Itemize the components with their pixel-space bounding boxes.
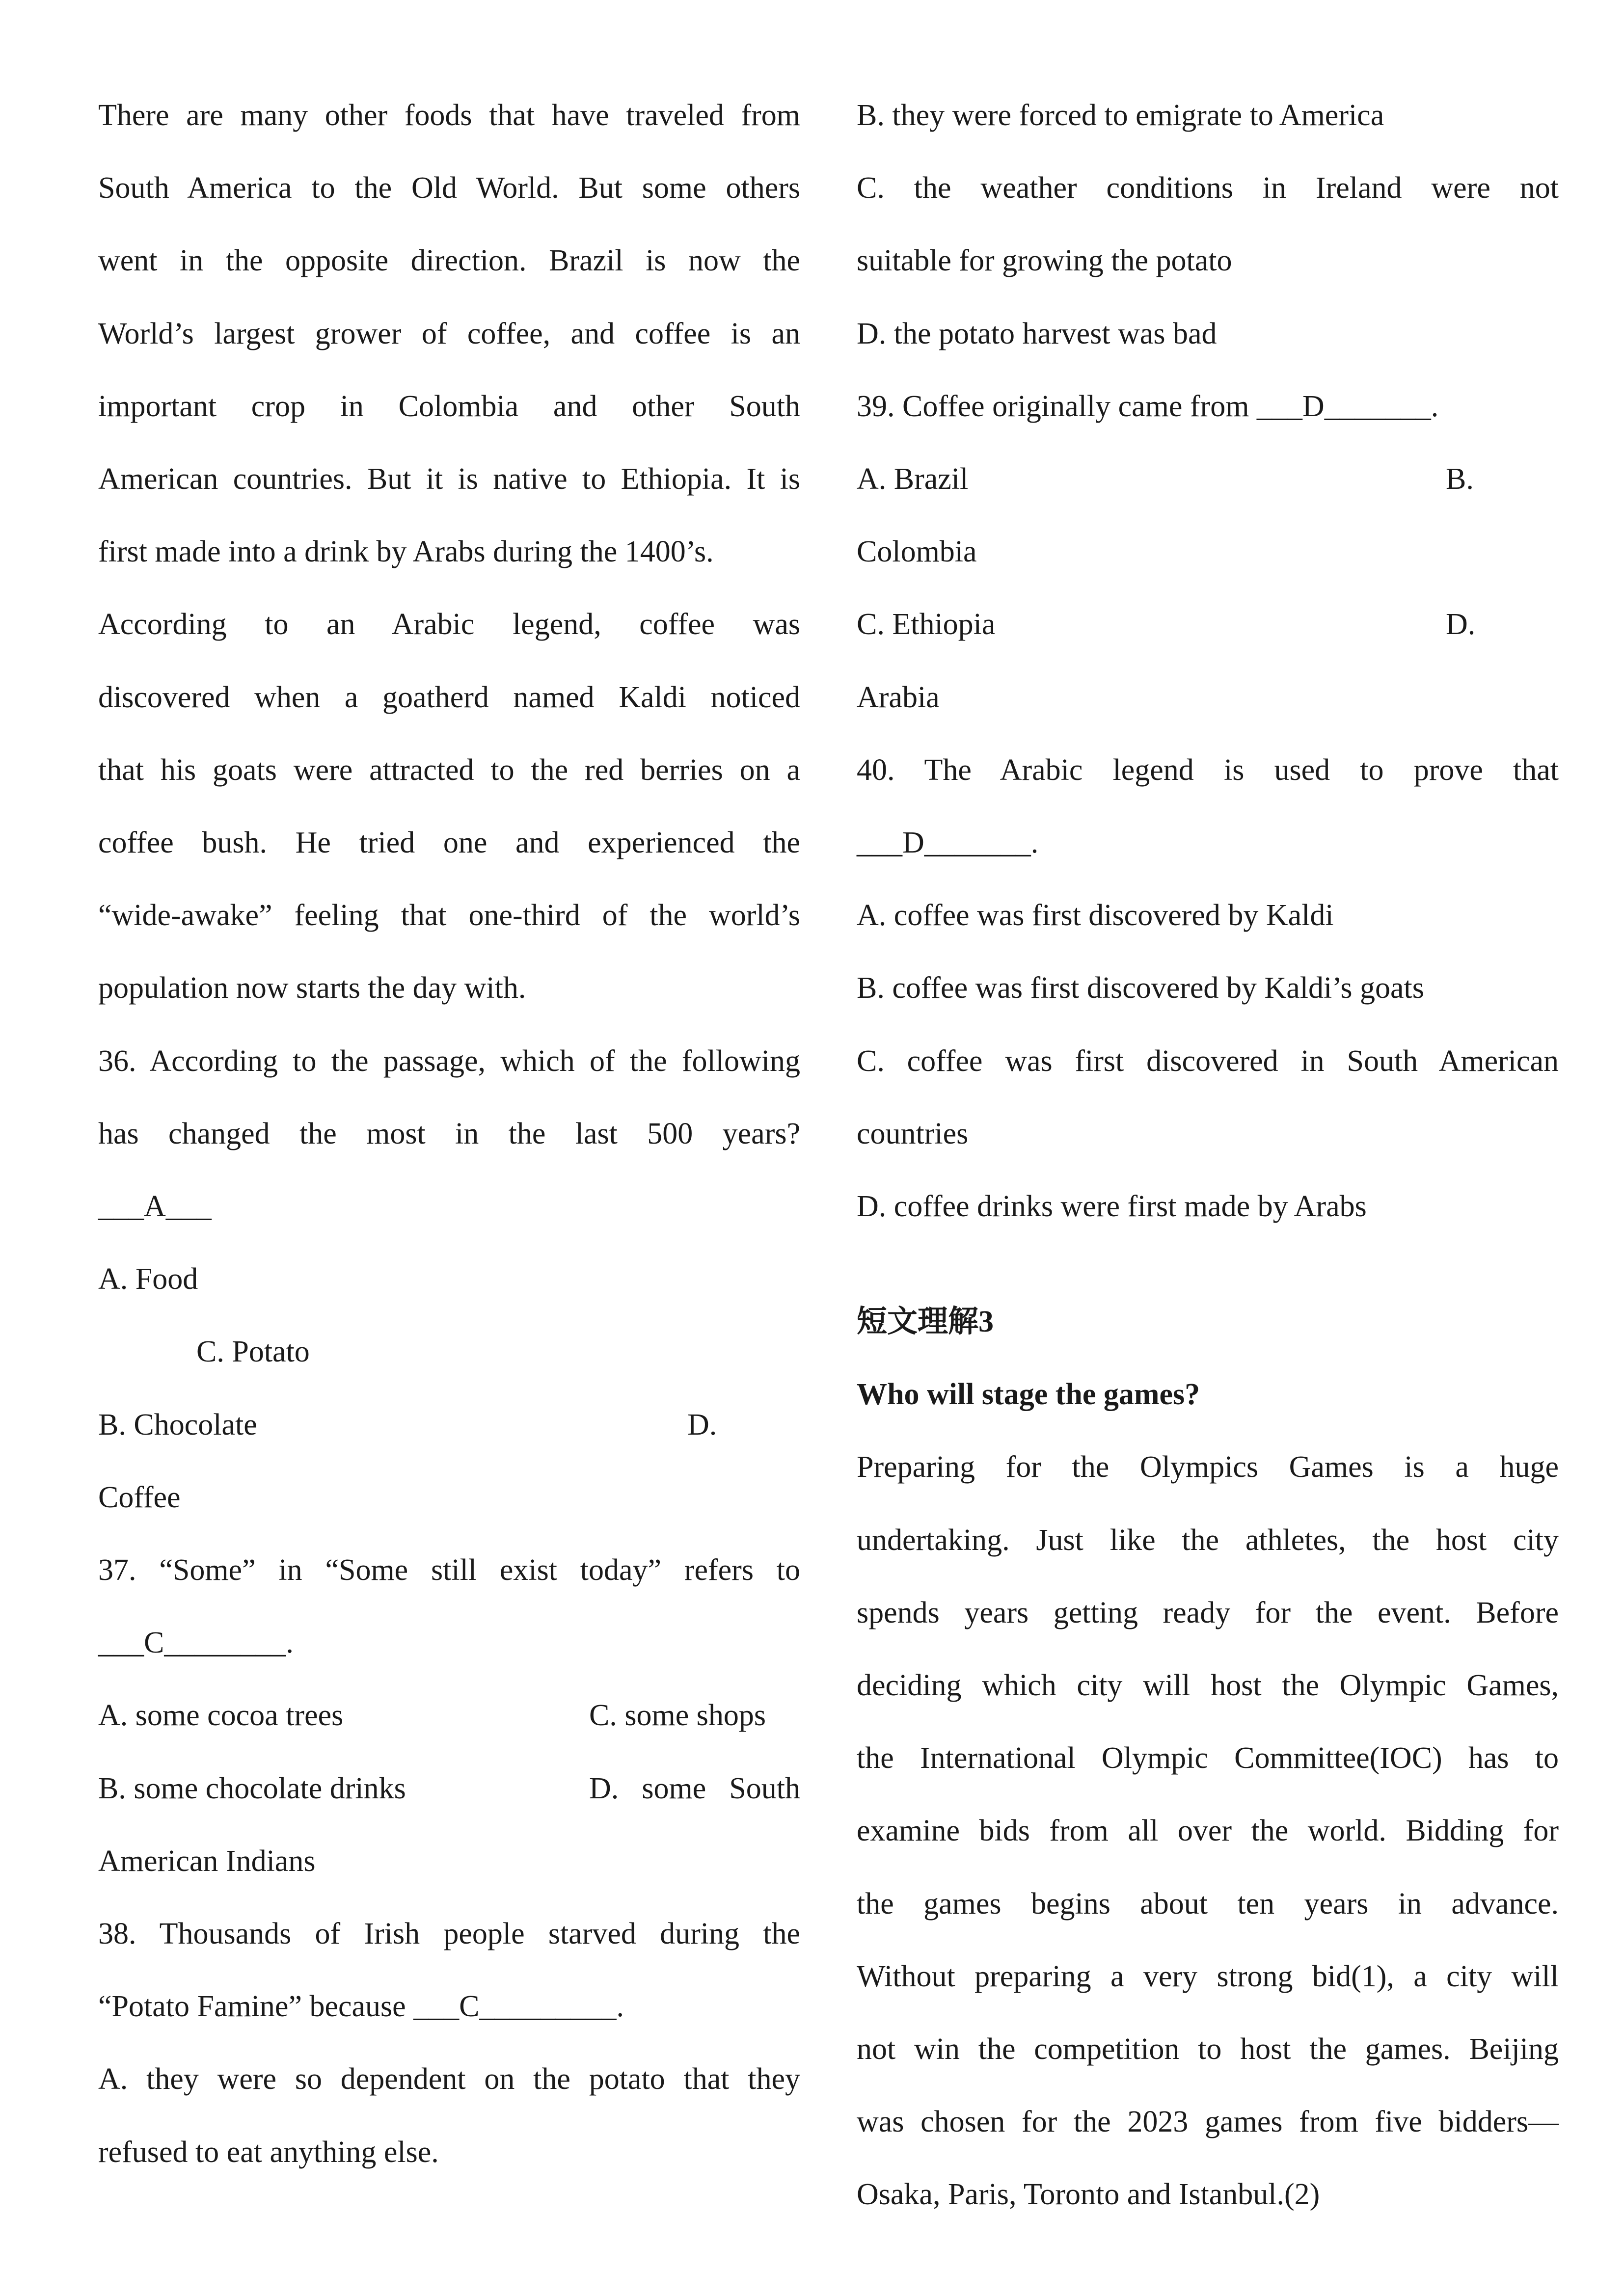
question-37-answer: ___C________. — [98, 1626, 294, 1659]
question-37-stem: 37. “Some” in “Some still exist today” refers to — [98, 1553, 800, 1587]
question-37-options-row — [98, 1691, 800, 1740]
passage-title: Who will stage the games? — [857, 1378, 1200, 1411]
question-40-stem: 40. The Arabic legend is used to prove that — [857, 753, 1559, 787]
question-39-options-row — [857, 600, 1559, 649]
question-38-stem: “Potato Famine” because ___C_________. — [98, 1990, 624, 2023]
passage-line: discovered when a goatherd named Kaldi noticed — [98, 681, 800, 714]
question-36-option-b — [98, 1400, 800, 1449]
question-38-option-a: A. they were so dependent on the potato that they — [98, 2062, 800, 2096]
question-37-option-c: C. some shops — [589, 1699, 766, 1732]
question-39-option-b-text: Colombia — [857, 535, 977, 568]
passage-line: undertaking. Just like the athletes, the host city — [857, 1523, 1559, 1557]
passage-line: deciding which city will host the Olympic Games, — [857, 1669, 1559, 1702]
passage-line: Preparing for the Olympics Games is a huge — [857, 1450, 1559, 1484]
question-38-stem: 38. Thousands of Irish people starved during the — [98, 1917, 800, 1950]
passage-line: Without preparing a very strong bid(1), a city will — [857, 1960, 1559, 1993]
question-39-option-b-label: B. — [1446, 462, 1474, 496]
passage-line: World’s largest grower of coffee, and coffee is an — [98, 317, 800, 350]
question-40-option-a: A. coffee was first discovered by Kaldi — [857, 899, 1334, 932]
passage-line: American countries. But it is native to Ethiopia. It is — [98, 462, 800, 496]
passage-line: population now starts the day with. — [98, 971, 526, 1005]
question-37-option-d: D. some South — [589, 1772, 800, 1805]
passage-line: went in the opposite direction. Brazil is now the — [98, 244, 800, 277]
question-40-option-c-cont: countries — [857, 1117, 969, 1150]
question-36-stem: 36. According to the passage, which of the following — [98, 1044, 800, 1078]
question-40-answer: ___D_______. — [857, 826, 1039, 859]
section-heading: 短文理解3 — [857, 1305, 994, 1338]
question-39-option-a: A. Brazil — [857, 462, 969, 496]
passage-line: spends years getting ready for the event. Before — [857, 1596, 1559, 1629]
question-38-option-a-cont: refused to eat anything else. — [98, 2136, 439, 2169]
passage-line: was chosen for the 2023 games from five bidders— — [857, 2105, 1559, 2138]
question-38-option-b: B. they were forced to emigrate to America — [857, 99, 1384, 132]
question-38-option-d: D. the potato harvest was bad — [857, 317, 1217, 350]
question-36-option-b-text: B. Chocolate — [98, 1408, 257, 1442]
passage-line: According to an Arabic legend, coffee was — [98, 608, 800, 641]
question-38-option-c-cont: suitable for growing the potato — [857, 244, 1232, 277]
question-38-option-c: C. the weather conditions in Ireland were not — [857, 171, 1559, 205]
question-37-options-row — [98, 1764, 800, 1813]
passage-line: that his goats were attracted to the red berries on a — [98, 753, 800, 787]
question-39-options-row — [857, 454, 1559, 504]
question-37-option-a: A. some cocoa trees — [98, 1699, 344, 1732]
passage-line: the games begins about ten years in advance. — [857, 1887, 1559, 1921]
passage-line: the International Olympic Committee(IOC) has to — [857, 1741, 1559, 1775]
question-39-option-d-text: Arabia — [857, 681, 940, 714]
question-36-option-d-text: Coffee — [98, 1481, 181, 1514]
question-40-option-d: D. coffee drinks were first made by Arabs — [857, 1190, 1367, 1223]
passage-line: coffee bush. He tried one and experienced the — [98, 826, 800, 859]
passage-line: “wide-awake” feeling that one-third of the world’s — [98, 899, 800, 932]
question-40-option-b: B. coffee was first discovered by Kaldi’s goats — [857, 971, 1424, 1005]
question-39-option-d-label: D. — [1446, 608, 1476, 641]
passage-line: South America to the Old World. But some others — [98, 171, 800, 205]
question-39-stem: 39. Coffee originally came from ___D_______. — [857, 390, 1439, 423]
question-36-option-c: C. Potato — [196, 1335, 310, 1368]
passage-line: first made into a drink by Arabs during the 1400’s. — [98, 535, 714, 568]
passage-line: not win the competition to host the games. Beijing — [857, 2032, 1559, 2066]
question-37-option-b: B. some chocolate drinks — [98, 1772, 406, 1805]
question-36-option-a: A. Food — [98, 1262, 198, 1296]
question-37-option-d-cont: American Indians — [98, 1844, 316, 1878]
question-36-stem: has changed the most in the last 500 years? — [98, 1117, 800, 1150]
question-36-answer: ___A___ — [98, 1190, 212, 1223]
question-40-option-c: C. coffee was first discovered in South American — [857, 1044, 1559, 1078]
question-39-option-c: C. Ethiopia — [857, 608, 996, 641]
passage-line: Osaka, Paris, Toronto and Istanbul.(2) — [857, 2178, 1320, 2211]
passage-line: examine bids from all over the world. Bidding for — [857, 1814, 1559, 1847]
passage-line: There are many other foods that have traveled from — [98, 99, 800, 132]
passage-line: important crop in Colombia and other South — [98, 390, 800, 423]
question-36-option-d-label: D. — [687, 1408, 717, 1442]
